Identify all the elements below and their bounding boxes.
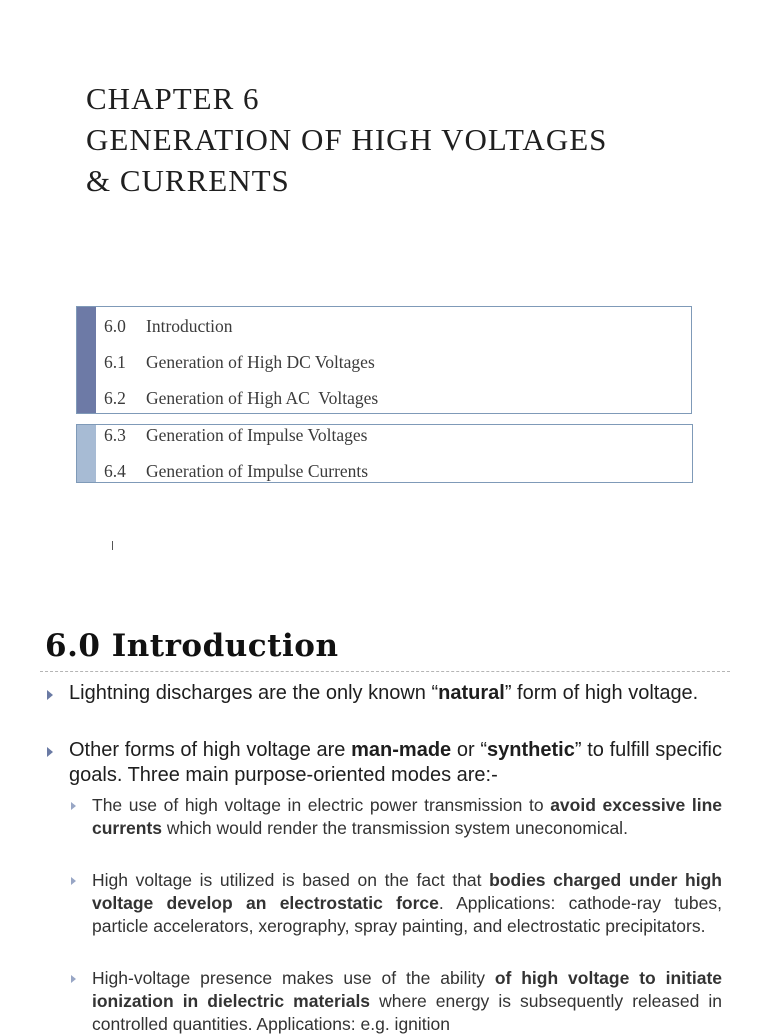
toc-accent-bar (77, 307, 96, 413)
bullet-emphasis: natural (438, 682, 505, 704)
bullet-text: Other forms of high voltage are (69, 739, 352, 761)
text-cursor-mark (112, 541, 113, 550)
toc-item-6-3[interactable] (104, 425, 367, 446)
toc-accent-bar (77, 425, 96, 482)
toc-item-6-4[interactable] (104, 461, 368, 482)
bullet-text: or “ (451, 739, 488, 761)
bullet-text: . Applications: cathode-ray tubes, particle accelerators, xerography, spray painting, and electrostatic precipitators. (92, 893, 722, 936)
toc-item-6-1[interactable] (104, 352, 375, 373)
toc-number: 6.3 (104, 425, 126, 445)
sub-bullet-arrow-icon (71, 877, 76, 885)
sub-bullet-transmission (92, 794, 722, 840)
title-line: CHAPTER 6 (86, 81, 260, 116)
toc-label: Generation of High AC Voltages (146, 388, 379, 408)
sub-bullet-ionization (92, 967, 722, 1036)
bullet-text: The use of high voltage in electric power transmission to (92, 795, 551, 815)
toc-number: 6.0 (104, 316, 126, 336)
bullet-text: which would render the transmission system uneconomical. (162, 818, 628, 838)
title-line: & CURRENTS (86, 163, 290, 198)
bullet-arrow-icon (47, 747, 53, 757)
toc-label: Generation of High DC Voltages (146, 352, 375, 372)
section-heading: 6.0 Introduction (45, 628, 339, 664)
toc-label: Generation of Impulse Currents (146, 461, 369, 481)
toc-item-6-2[interactable] (104, 388, 378, 409)
bullet-text: where energy is subsequently released in controlled quantities. Applications: e.g. ignition (92, 991, 722, 1034)
introduction-slide (0, 600, 768, 1034)
bullet-text: High voltage is utilized is based on the fact that (92, 870, 490, 890)
toc-label: Generation of Impulse Voltages (146, 425, 368, 445)
toc-item-6-0[interactable] (104, 316, 233, 337)
bullet-emphasis: bodies charged under high voltage develop an electrostatic force (92, 870, 722, 913)
sub-bullet-arrow-icon (71, 975, 76, 983)
bullet-lightning (69, 681, 722, 706)
sub-bullet-electrostatic (92, 869, 722, 938)
bullet-emphasis: man-made (351, 739, 452, 761)
bullet-text: ” to fulfill specific goals. Three main purpose-oriented modes are:- (69, 739, 722, 786)
sub-bullet-arrow-icon (71, 802, 76, 810)
bullet-text: High-voltage presence makes use of the ability (92, 968, 495, 988)
bullet-arrow-icon (47, 690, 53, 700)
title-line: GENERATION OF HIGH VOLTAGES (86, 122, 608, 157)
heading-divider (40, 671, 730, 672)
toc-group-secondary (76, 424, 693, 483)
bullet-emphasis: avoid excessive line currents (92, 795, 722, 838)
bullet-text: Lightning discharges are the only known “ (69, 682, 439, 704)
bullet-text: ” form of high voltage. (504, 682, 699, 704)
bullet-man-made (69, 738, 722, 788)
chapter-title (86, 78, 607, 201)
toc-number: 6.2 (104, 388, 126, 408)
toc-group-primary (76, 306, 692, 414)
bullet-emphasis: of high voltage to initiate ionization in dielectric materials (92, 968, 723, 1011)
toc-number: 6.4 (104, 461, 126, 481)
bullet-emphasis: synthetic (487, 739, 575, 761)
toc-label: Introduction (146, 316, 233, 336)
toc-number: 6.1 (104, 352, 126, 372)
